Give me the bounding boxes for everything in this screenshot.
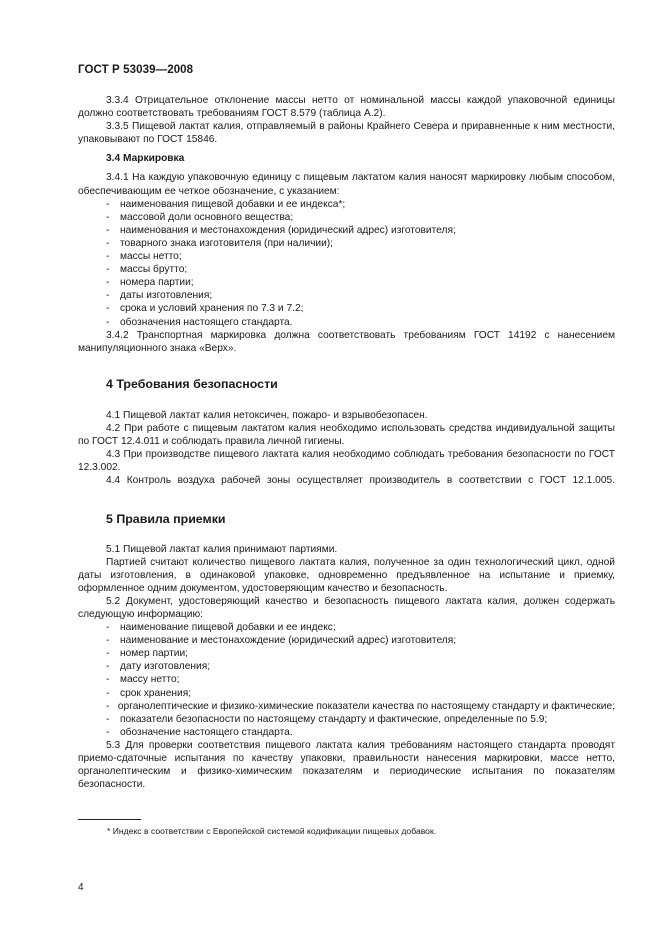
list-item bbox=[106, 713, 615, 726]
list-item bbox=[106, 302, 615, 315]
list-dash: - bbox=[106, 648, 110, 660]
list-dash: - bbox=[106, 237, 110, 249]
list-dash: - bbox=[106, 661, 110, 673]
list-dash: - bbox=[106, 264, 110, 276]
document-body bbox=[78, 94, 615, 791]
list-item bbox=[106, 660, 615, 673]
list-item-text: дату изготовления; bbox=[120, 661, 211, 673]
paragraph: 4.4 Контроль воздуха рабочей зоны осуществляет производитель в соответствии с ГОСТ 12.1.005. bbox=[106, 475, 615, 487]
paragraph: 5.3 Для проверки соответствия пищевого лактата калия требованиям настоящего стандарта проводят приемо-сдаточные испытания по качеству упаковки, правильности нанесения маркировки, массе нетто, органолептическим и физико-химическим показателям и периодические испытания по показателям безопасности. bbox=[78, 739, 615, 791]
list-item bbox=[106, 634, 615, 647]
footnote: * Индекс в соответствии с Европейской системой кодификации пищевых добавок. bbox=[107, 826, 437, 836]
footnote-separator bbox=[78, 819, 141, 820]
paragraph: 5.1 Пищевой лактат калия принимают партиями. bbox=[106, 543, 338, 555]
page-number: 4 bbox=[78, 882, 84, 893]
list-item-text: массу нетто; bbox=[120, 674, 180, 686]
list-item-text: срока и условий хранения по 7.3 и 7.2; bbox=[120, 303, 304, 315]
paragraph: Партией считают количество пищевого лактата калия, полученное за один технологический цикл, одной даты изготовления, в одинаковой упаковке, одновременно предъявленное на испытание и приемку, оформленное одним документом, удостоверяющим качество и безопасность. bbox=[78, 556, 615, 594]
list-dash: - bbox=[106, 687, 110, 699]
list-item bbox=[106, 211, 615, 224]
paragraph: 4.1 Пищевой лактат калия нетоксичен, пожаро- и взрывобезопасен. bbox=[106, 409, 428, 421]
list-item-text: наименование и местонахождение (юридический адрес) изготовителя; bbox=[120, 635, 457, 647]
list-item-text: массовой доли основного вещества; bbox=[120, 211, 294, 223]
paragraph: 4.3 При производстве пищевого лактата калия необходимо соблюдать требования безопасности по ГОСТ 12.3.002. bbox=[78, 449, 615, 474]
list-dash: - bbox=[106, 198, 110, 210]
list-item bbox=[106, 237, 615, 250]
list-item-text: товарного знака изготовителя (при наличии); bbox=[120, 237, 333, 249]
list-item bbox=[106, 687, 615, 700]
paragraph: 5.2 Документ, удостоверяющий качество и безопасность пищевого лактата калия, должен содержать следующую информацию: bbox=[78, 595, 615, 620]
list-dash: - bbox=[106, 277, 110, 289]
list-item bbox=[106, 647, 615, 660]
list-dash: - bbox=[106, 211, 110, 223]
list-dash: - bbox=[106, 622, 110, 634]
list-dash: - bbox=[106, 316, 110, 328]
list-item-text: массы нетто; bbox=[120, 251, 182, 263]
list-dash: - bbox=[106, 290, 110, 302]
paragraph: 3.4.2 Транспортная маркировка должна соответствовать требованиям ГОСТ 14192 с нанесением манипуляционного знака «Верх». bbox=[78, 329, 615, 354]
paragraph: 3.4.1 На каждую упаковочную единицу с пищевым лактатом калия наносят маркировку любым способом, обеспечивающим ее четкое обозначение, с указанием: bbox=[78, 172, 615, 197]
list-item-text: показатели безопасности по настоящему стандарту и фактические, определенные по 5.9; bbox=[120, 713, 548, 725]
list-item: - органолептические и физико-химические показатели качества по настоящему стандарту и фактические; bbox=[106, 700, 615, 712]
list-item-text: даты изготовления; bbox=[120, 290, 213, 302]
list-item-text: номера партии; bbox=[120, 277, 194, 289]
list-item bbox=[106, 726, 615, 739]
subsection-heading: 3.4 Маркировка bbox=[106, 153, 185, 165]
list-item bbox=[106, 224, 615, 237]
list-dash: - bbox=[106, 674, 110, 686]
list-item-text: срок хранения; bbox=[120, 687, 192, 699]
list-dash: - bbox=[106, 713, 110, 725]
list-item bbox=[106, 198, 615, 211]
list-item-text: наименование пищевой добавки и ее индекс; bbox=[120, 622, 336, 634]
list-dash: - bbox=[106, 635, 110, 647]
section-heading: 4 Требования безопасности bbox=[106, 376, 278, 391]
paragraph: 3.3.4 Отрицательное отклонение массы нетто от номинальной массы каждой упаковочной единицы должно соответствовать требованиям ГОСТ 8.579 (таблица А.2). bbox=[78, 95, 615, 120]
list-item-text: наименования и местонахождения (юридический адрес) изготовителя; bbox=[120, 224, 456, 236]
document-header: ГОСТ Р 53039—2008 bbox=[78, 64, 194, 76]
list-item bbox=[106, 316, 615, 329]
list-item bbox=[106, 289, 615, 302]
list-item-text: обозначение настоящего стандарта. bbox=[120, 726, 293, 738]
list-dash: - bbox=[106, 303, 110, 315]
list-item bbox=[106, 250, 615, 263]
list-dash: - bbox=[106, 224, 110, 236]
list-item-text: массы брутто; bbox=[120, 264, 188, 276]
list-item-text: номер партии; bbox=[120, 648, 188, 660]
list-dash: - bbox=[106, 726, 110, 738]
paragraph: 3.3.5 Пищевой лактат калия, отправляемый в районы Крайнего Севера и приравненные к ним местности, упаковывают по ГОСТ 15846. bbox=[78, 121, 615, 146]
list-item-text: обозначения настоящего стандарта. bbox=[120, 316, 293, 328]
paragraph: 4.2 При работе с пищевым лактатом калия необходимо использовать средства индивидуальной защиты по ГОСТ 12.4.011 и соблюдать правила личной гигиены. bbox=[78, 422, 615, 448]
list-dash: - bbox=[106, 251, 110, 263]
list-item bbox=[106, 276, 615, 289]
list-item bbox=[106, 621, 615, 634]
list-item-text: наименования пищевой добавки и ее индекса*; bbox=[120, 198, 346, 210]
section-heading: 5 Правила приемки bbox=[106, 512, 226, 527]
list-item bbox=[106, 263, 615, 276]
list-item bbox=[106, 673, 615, 686]
